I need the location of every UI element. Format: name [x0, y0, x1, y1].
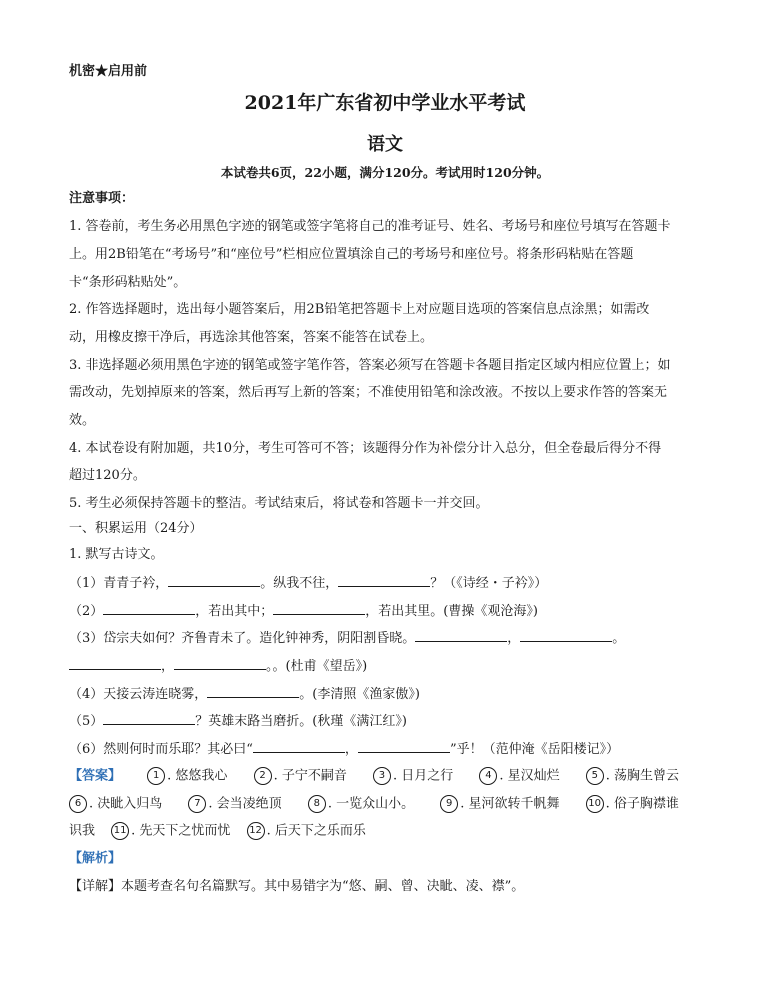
item-text: ， — [507, 631, 521, 646]
answer-item: 2 . 子宁不嗣音 — [254, 767, 347, 786]
number-badge: 12 — [247, 822, 265, 840]
item-text: ，若出其里。(曹操《观沧海》) — [365, 604, 538, 619]
item-5 — [69, 711, 709, 731]
answer-row-3 — [69, 822, 709, 841]
answer-item: 1 . 悠悠我心 — [147, 767, 227, 786]
answer-blank — [358, 739, 450, 753]
item-text: ”乎！（范仲淹《岳阳楼记》） — [449, 742, 620, 757]
answer-item: 5 . 荡胸生曾云 — [586, 767, 679, 786]
exam-info: 本试卷共6页，22小题，满分120分。考试用时120分钟。 — [220, 165, 550, 180]
answer-item: 12 . 后天下之乐而乐 — [247, 822, 366, 841]
answer-blank — [69, 656, 161, 670]
number-badge: 2 — [254, 767, 272, 785]
item-text: ？英雄末路当磨折。(秋瑾《满江红》) — [195, 714, 407, 729]
answer-blank — [520, 628, 612, 642]
number-badge: 6 — [69, 795, 87, 813]
answer-row-2 — [69, 795, 709, 814]
number-badge: 4 — [479, 767, 497, 785]
item-6 — [69, 739, 709, 759]
item-1 — [69, 573, 709, 593]
note-line: 3. 非选择题必须用黑色字迹的钢笔或签字笔作答，答案必须写在答题卡各题目指定区域内相应位置上；如 — [69, 358, 671, 373]
answer-item: 11 . 先天下之忧而忧 — [111, 822, 230, 841]
note-line: 需改动，先划掉原来的答案，然后再写上新的答案；不准使用铅笔和涂改液。不按以上要求作答的答案无 — [69, 385, 668, 400]
item-3 — [69, 628, 709, 648]
section-title: 一、积累运用（24分） — [69, 521, 203, 536]
page-title: 2021年广东省初中学业水平考试 — [244, 92, 526, 114]
number-badge: 8 — [308, 795, 326, 813]
subject-title: 语文 — [367, 134, 403, 155]
answer-blank — [168, 573, 260, 587]
item-text: （6）然则何时而乐耶？其必曰“ — [69, 742, 253, 757]
answer-item: 6 . 决眦入归鸟 — [69, 795, 162, 814]
item-text: 。纵我不往， — [260, 576, 339, 591]
answer-blank — [174, 656, 266, 670]
answer-blank — [103, 601, 195, 615]
answer-blank — [207, 684, 299, 698]
answer-blank — [415, 628, 507, 642]
note-line: 4. 本试卷设有附加题，共10分，考生可答可不答；该题得分作为补偿分计入总分，但全卷最后得分不得 — [69, 441, 662, 456]
item-text: （4）天接云涛连晓雾， — [69, 687, 208, 702]
item-text: ， — [344, 742, 358, 757]
item-text: （2） — [69, 604, 104, 619]
note-line: 2. 作答选择题时，选出每小题答案后，用2B铅笔把答题卡上对应题目选项的答案信息点涂黑；如需改 — [69, 302, 650, 317]
item-text: ，若出其中； — [195, 604, 274, 619]
question-1: 1. 默写古诗文。 — [69, 547, 164, 562]
item-2 — [69, 601, 709, 621]
answer-wrap-text: 识我 — [69, 823, 96, 839]
item-text: （3）岱宗夫如何？齐鲁青未了。造化钟神秀，阴阳割昏晓。 — [69, 631, 416, 646]
analysis-label: 【解析】 — [69, 851, 122, 866]
answer-item: 9 . 星河欲转千帆舞 — [440, 795, 559, 814]
answer-item: 8 . 一览众山小。 — [308, 795, 414, 814]
note-line: 5. 考生必须保持答题卡的整洁。考试结束后，将试卷和答题卡一并交回。 — [69, 496, 489, 511]
number-badge: 9 — [440, 795, 458, 813]
item-text: （5） — [69, 714, 104, 729]
answer-blank — [253, 739, 345, 753]
item-text: 。 — [612, 631, 626, 646]
note-line: 动，用橡皮擦干净后，再选涂其他答案，答案不能答在试卷上。 — [69, 330, 434, 345]
item-text: 。。(杜甫《望岳》) — [266, 659, 368, 674]
item-text: ， — [161, 659, 175, 674]
number-badge: 1 — [147, 767, 165, 785]
item-text: 。(李清照《渔家傲》) — [299, 687, 420, 702]
answer-item: 7 . 会当凌绝顶 — [188, 795, 281, 814]
note-line: 效。 — [69, 413, 96, 428]
answer-item: 4 . 星汉灿烂 — [479, 767, 559, 786]
answer-item: 3 . 日月之行 — [373, 767, 453, 786]
answer-item: 10 . 俗子胸襟谁 — [586, 795, 679, 814]
answer-blank — [103, 711, 195, 725]
number-badge: 5 — [586, 767, 604, 785]
note-line: 1. 答卷前，考生务必用黑色字迹的钢笔或签字笔将自己的准考证号、姓名、考场号和座位号填写在答题卡 — [69, 219, 671, 234]
item-text: ？（《诗经・子衿》） — [430, 576, 548, 591]
number-badge: 3 — [373, 767, 391, 785]
note-line: 上。用2B铅笔在“考场号”和“座位号”栏相应位置填涂自己的考场号和座位号。将条形码粘贴在答题 — [69, 247, 634, 262]
answer-row-1 — [69, 767, 709, 786]
answer-label: 【答案】 — [69, 768, 122, 784]
analysis-detail: 【详解】本题考查名句名篇默写。其中易错字为“悠、嗣、曾、决眦、凌、襟”。 — [69, 879, 525, 894]
note-line: 卡“条形码粘贴处”。 — [69, 275, 187, 290]
number-badge: 10 — [586, 795, 604, 813]
item-4 — [69, 684, 709, 704]
answer-blank — [273, 601, 365, 615]
confidential-mark: 机密★启用前 — [69, 64, 148, 79]
answer-blank — [338, 573, 430, 587]
note-line: 超过120分。 — [69, 468, 146, 483]
item-text: （1）青青子衿， — [69, 576, 169, 591]
number-badge: 11 — [111, 822, 129, 840]
notes-heading: 注意事项： — [69, 191, 135, 206]
number-badge: 7 — [188, 795, 206, 813]
item-3-cont — [69, 656, 709, 676]
